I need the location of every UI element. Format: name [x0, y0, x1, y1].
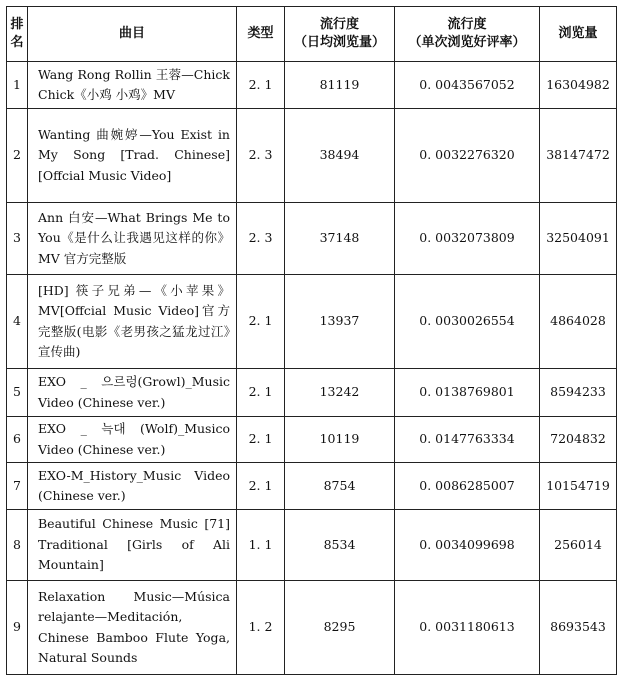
rank-cell: 6 [7, 417, 28, 463]
header-popularity-rate-line1: 流行度 [447, 17, 487, 32]
title-cell: EXO _ 으르렁(Growl)_Music Video (Chinese ver.) [28, 369, 237, 417]
rating-rate-cell: 0. 0043567052 [395, 62, 540, 109]
daily-views-cell: 8295 [285, 581, 395, 675]
rank-cell: 1 [7, 62, 28, 109]
ranking-table [6, 6, 617, 675]
header-rank [7, 7, 28, 62]
table-row [7, 275, 617, 369]
views-cell: 4864028 [540, 275, 617, 369]
type-cell: 2. 1 [237, 62, 285, 109]
type-cell: 2. 1 [237, 463, 285, 510]
rank-cell: 8 [7, 510, 28, 581]
views-cell: 16304982 [540, 62, 617, 109]
table-row [7, 369, 617, 417]
rating-rate-cell: 0. 0032276320 [395, 109, 540, 203]
title-cell: Wang Rong Rollin 王蓉—Chick Chick《小鸡 小鸡》MV [28, 62, 237, 109]
daily-views-cell: 38494 [285, 109, 395, 203]
header-popularity-daily [285, 7, 395, 62]
rating-rate-cell: 0. 0032073809 [395, 203, 540, 275]
daily-views-cell: 37148 [285, 203, 395, 275]
header-rank-line1: 排 [10, 17, 24, 32]
type-cell: 2. 1 [237, 275, 285, 369]
header-popularity-daily-line1: 流行度 [319, 17, 359, 32]
table-row [7, 203, 617, 275]
rank-cell: 5 [7, 369, 28, 417]
views-cell: 8693543 [540, 581, 617, 675]
table-row [7, 510, 617, 581]
title-cell: EXO-M_History_Music Video (Chinese ver.) [28, 463, 237, 510]
header-popularity-daily-line2: （日均浏览量） [293, 35, 385, 50]
title-cell: EXO _ 늑대 (Wolf)_Musico Video (Chinese ver.) [28, 417, 237, 463]
table-row [7, 417, 617, 463]
header-views: 浏览量 [540, 7, 617, 62]
header-popularity-rate [395, 7, 540, 62]
views-cell: 7204832 [540, 417, 617, 463]
rank-cell: 3 [7, 203, 28, 275]
daily-views-cell: 13937 [285, 275, 395, 369]
type-cell: 1. 1 [237, 510, 285, 581]
title-cell: [HD] 筷子兄弟—《小苹果》MV[Offcial Music Video]官方完整版(电影《老男孩之猛龙过江》宣传曲) [28, 275, 237, 369]
type-cell: 1. 2 [237, 581, 285, 675]
type-cell: 2. 3 [237, 203, 285, 275]
title-cell: Beautiful Chinese Music [71] Traditional [Girls of Ali Mountain] [28, 510, 237, 581]
rating-rate-cell: 0. 0034099698 [395, 510, 540, 581]
rating-rate-cell: 0. 0086285007 [395, 463, 540, 510]
title-cell: Wanting 曲婉婷—You Exist in My Song [Trad. Chinese] [Offcial Music Video] [28, 109, 237, 203]
type-cell: 2. 1 [237, 417, 285, 463]
rank-cell: 9 [7, 581, 28, 675]
header-title: 曲目 [28, 7, 237, 62]
views-cell: 256014 [540, 510, 617, 581]
header-type: 类型 [237, 7, 285, 62]
header-rank-line2: 名 [10, 35, 24, 50]
daily-views-cell: 8754 [285, 463, 395, 510]
rating-rate-cell: 0. 0030026554 [395, 275, 540, 369]
table-row [7, 463, 617, 510]
rank-cell: 7 [7, 463, 28, 510]
title-cell: Ann 白安—What Brings Me to You《是什么让我遇见这样的你》MV 官方完整版 [28, 203, 237, 275]
table-row [7, 581, 617, 675]
ranking-table-container [6, 6, 617, 675]
rank-cell: 4 [7, 275, 28, 369]
daily-views-cell: 10119 [285, 417, 395, 463]
type-cell: 2. 3 [237, 109, 285, 203]
rating-rate-cell: 0. 0147763334 [395, 417, 540, 463]
views-cell: 8594233 [540, 369, 617, 417]
type-cell: 2. 1 [237, 369, 285, 417]
daily-views-cell: 81119 [285, 62, 395, 109]
views-cell: 32504091 [540, 203, 617, 275]
table-row [7, 109, 617, 203]
rank-cell: 2 [7, 109, 28, 203]
views-cell: 38147472 [540, 109, 617, 203]
rating-rate-cell: 0. 0138769801 [395, 369, 540, 417]
title-cell: Relaxation Music—Música relajante—Meditación, Chinese Bamboo Flute Yoga, Natural Sounds [28, 581, 237, 675]
table-header-row [7, 7, 617, 62]
views-cell: 10154719 [540, 463, 617, 510]
table-row [7, 62, 617, 109]
header-popularity-rate-line2: （单次浏览好评率） [408, 35, 526, 50]
rating-rate-cell: 0. 0031180613 [395, 581, 540, 675]
daily-views-cell: 8534 [285, 510, 395, 581]
daily-views-cell: 13242 [285, 369, 395, 417]
